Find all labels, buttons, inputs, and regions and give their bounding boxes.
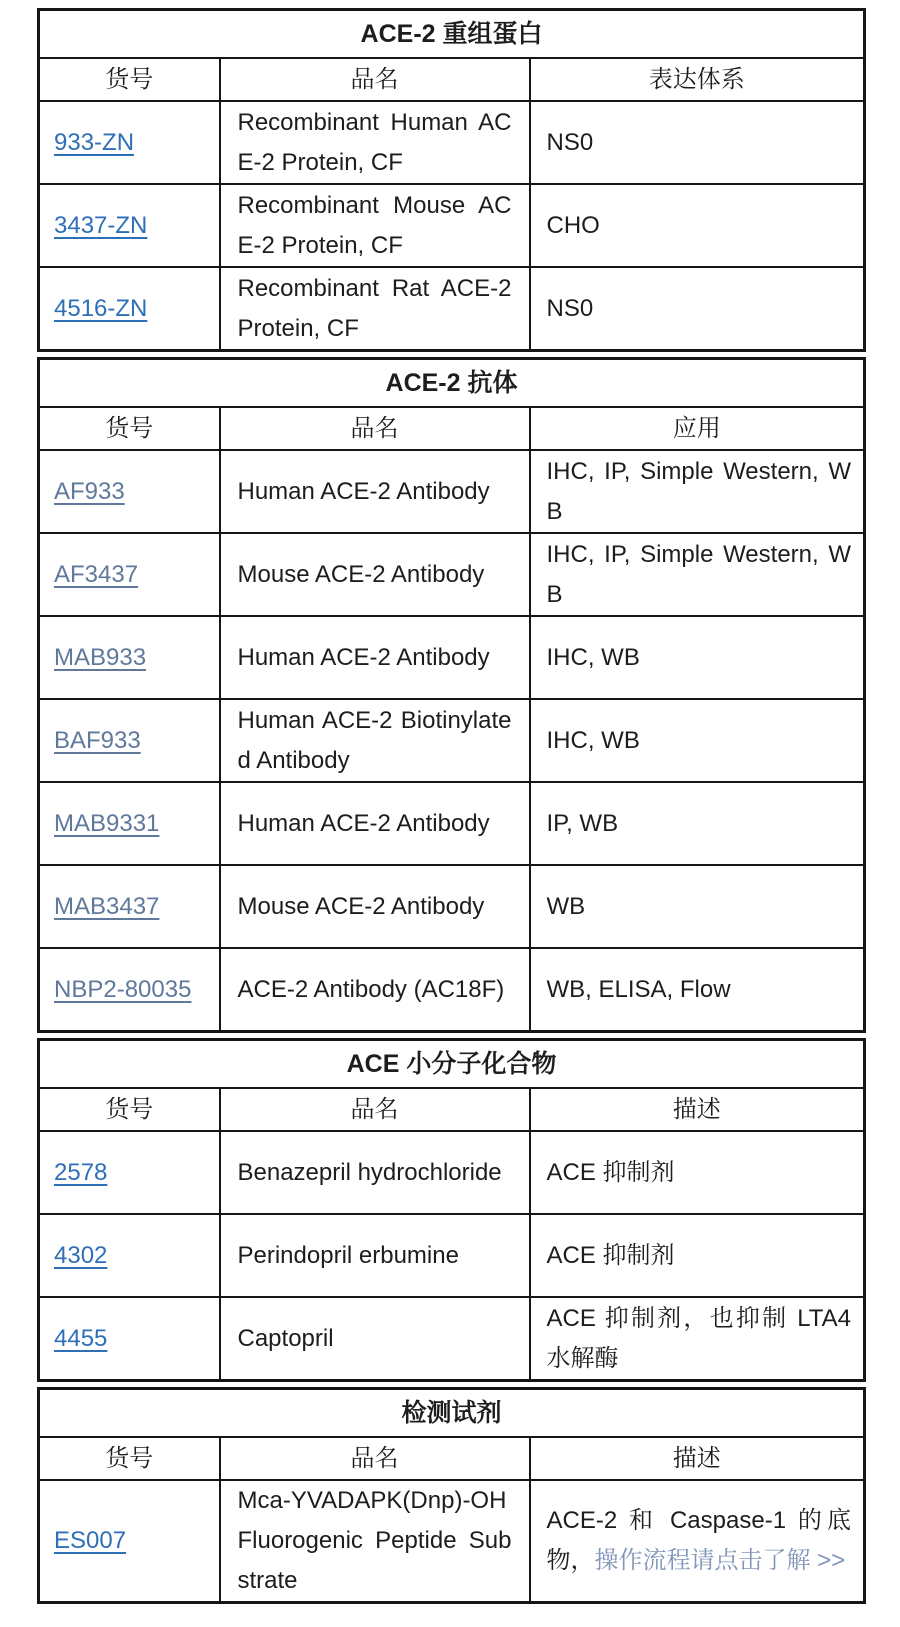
catalog-link[interactable]: ES007 [54, 1527, 127, 1554]
product-info-cell: IHC, IP, Simple Western, WB [530, 450, 865, 533]
product-row [39, 184, 865, 267]
catalog-link[interactable]: NBP2-80035 [54, 975, 192, 1003]
product-info-cell: CHO [530, 184, 865, 267]
column-header: 描述 [530, 1088, 865, 1131]
product-row [39, 450, 865, 533]
column-header: 品名 [220, 1088, 530, 1131]
product-row [39, 1131, 865, 1214]
product-name-cell: Recombinant Mouse ACE-2 Protein, CF [220, 184, 530, 267]
product-row [39, 267, 865, 351]
catalog-link[interactable]: MAB9331 [54, 809, 160, 837]
column-header: 描述 [530, 1437, 865, 1480]
product-info-cell: IHC, IP, Simple Western, WB [530, 533, 865, 616]
product-name-cell: Human ACE-2 Biotinylated Antibody [220, 699, 530, 782]
section-table-antibodies [37, 357, 866, 1033]
catalog-link[interactable]: 4455 [54, 1324, 108, 1352]
product-info-cell: ACE 抑制剂，也抑制 LTA4 水解酶 [530, 1297, 865, 1381]
product-row [39, 616, 865, 699]
product-name-cell: Recombinant Human ACE-2 Protein, CF [220, 101, 530, 184]
product-info-cell [530, 1480, 865, 1603]
product-info-cell: IP, WB [530, 782, 865, 865]
product-row [39, 699, 865, 782]
catalog-cell [39, 267, 220, 351]
catalog-link[interactable]: AF933 [54, 477, 125, 505]
section-title: ACE-2 抗体 [39, 359, 865, 408]
product-info-cell: ACE 抑制剂 [530, 1214, 865, 1297]
product-row [39, 533, 865, 616]
product-row [39, 865, 865, 948]
product-row [39, 1297, 865, 1381]
catalog-cell [39, 1214, 220, 1297]
column-header: 货号 [39, 58, 220, 101]
catalog-link[interactable]: 3437-ZN [54, 211, 148, 239]
product-row [39, 948, 865, 1032]
section-table-detection-reagents [37, 1387, 866, 1604]
section-table-small-molecules [37, 1038, 866, 1382]
catalog-cell [39, 184, 220, 267]
product-info-cell: ACE 抑制剂 [530, 1131, 865, 1214]
catalog-cell [39, 101, 220, 184]
catalog-cell [39, 1480, 220, 1603]
catalog-link[interactable]: MAB933 [54, 643, 147, 671]
catalog-link[interactable]: AF3437 [54, 560, 139, 588]
section-title: ACE-2 重组蛋白 [39, 10, 865, 59]
column-header: 品名 [220, 58, 530, 101]
product-name-cell: Mca-YVADAPK(Dnp)-OH Fluorogenic Peptide Substrate [220, 1480, 530, 1603]
catalog-link[interactable]: 4516-ZN [54, 294, 148, 322]
section-title: 检测试剂 [39, 1389, 865, 1438]
section-table-recombinant-proteins [37, 8, 866, 352]
column-header: 应用 [530, 407, 865, 450]
column-header: 品名 [220, 407, 530, 450]
catalog-cell [39, 1131, 220, 1214]
catalog-cell [39, 616, 220, 699]
catalog-cell [39, 699, 220, 782]
product-row [39, 1214, 865, 1297]
info-text: ACE-2 和 Caspase-1 的底物， [546, 1507, 852, 1574]
product-info-cell: NS0 [530, 101, 865, 184]
catalog-link[interactable]: BAF933 [54, 726, 141, 754]
catalog-cell [39, 782, 220, 865]
inline-procedure-link[interactable]: 操作流程请点击了解 >> [594, 1547, 846, 1574]
catalog-cell [39, 1297, 220, 1381]
product-name-cell: Human ACE-2 Antibody [220, 450, 530, 533]
product-info-cell: IHC, WB [530, 616, 865, 699]
product-name-cell: Human ACE-2 Antibody [220, 616, 530, 699]
column-header: 货号 [39, 407, 220, 450]
column-header: 品名 [220, 1437, 530, 1480]
product-name-cell: Human ACE-2 Antibody [220, 782, 530, 865]
section-title: ACE 小分子化合物 [39, 1040, 865, 1089]
catalog-link[interactable]: 2578 [54, 1158, 108, 1186]
product-info-cell: IHC, WB [530, 699, 865, 782]
column-header: 货号 [39, 1088, 220, 1131]
catalog-cell [39, 533, 220, 616]
catalog-link[interactable]: 4302 [54, 1241, 108, 1269]
product-name-cell: Mouse ACE-2 Antibody [220, 865, 530, 948]
catalog-link[interactable]: MAB3437 [54, 892, 160, 920]
catalog-cell [39, 865, 220, 948]
product-info-cell: WB [530, 865, 865, 948]
product-tables [37, 8, 863, 1604]
product-name-cell: Mouse ACE-2 Antibody [220, 533, 530, 616]
product-name-cell: Perindopril erbumine [220, 1214, 530, 1297]
product-info-cell: WB, ELISA, Flow [530, 948, 865, 1032]
product-name-cell: Captopril [220, 1297, 530, 1381]
product-info-cell: NS0 [530, 267, 865, 351]
product-row [39, 782, 865, 865]
column-header: 表达体系 [530, 58, 865, 101]
product-name-cell: Recombinant Rat ACE-2 Protein, CF [220, 267, 530, 351]
catalog-cell [39, 450, 220, 533]
column-header: 货号 [39, 1437, 220, 1480]
product-name-cell: Benazepril hydrochloride [220, 1131, 530, 1214]
product-name-cell: ACE-2 Antibody (AC18F) [220, 948, 530, 1032]
product-row [39, 1480, 865, 1603]
product-row [39, 101, 865, 184]
catalog-cell [39, 948, 220, 1032]
catalog-link[interactable]: 933-ZN [54, 128, 135, 156]
